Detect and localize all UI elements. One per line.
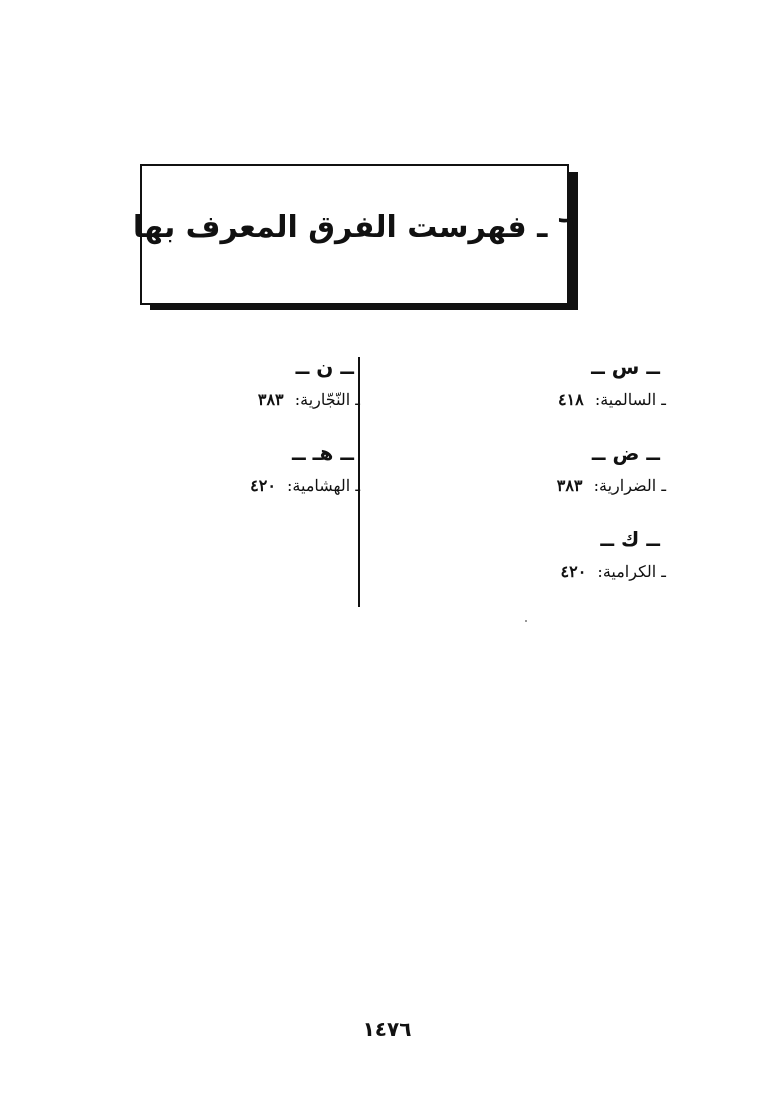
index-entry <box>130 382 360 418</box>
sect-name: ـ الهشامية: <box>287 476 360 495</box>
letter-heading: ــ هـ ــ <box>292 441 354 465</box>
page-reference: ٤٢٠ <box>250 476 276 495</box>
page-reference: ٣٨٣ <box>556 476 583 495</box>
title-box <box>132 164 577 305</box>
page-reference: ٤١٨ <box>557 390 584 409</box>
letter-heading: ــ ض ــ <box>591 441 660 465</box>
index-entry <box>436 382 666 418</box>
index-entry <box>436 468 666 504</box>
page-title: ٦ ـ فهرست الفرق المعرف بها <box>132 210 577 245</box>
sect-name: ـ الضرارية: <box>593 476 666 495</box>
letter-heading: ــ ك ــ <box>600 527 660 551</box>
letter-heading: ــ ن ــ <box>295 355 354 379</box>
index-entry <box>130 468 360 504</box>
sect-name: ـ الكرامية: <box>597 562 666 581</box>
index-column-right <box>436 352 666 610</box>
page-reference: ٤٢٠ <box>560 562 587 581</box>
letter-heading: ــ س ــ <box>591 355 660 379</box>
scan-speck <box>525 620 527 622</box>
page-number: ١٤٧٦ <box>362 1017 412 1041</box>
sect-name: ـ السالمية: <box>594 390 666 409</box>
sect-name: ـ النّجّارية: <box>294 390 360 409</box>
index-entry <box>436 554 666 590</box>
page-reference: ٣٨٣ <box>257 390 284 409</box>
index-column-left <box>130 352 360 524</box>
